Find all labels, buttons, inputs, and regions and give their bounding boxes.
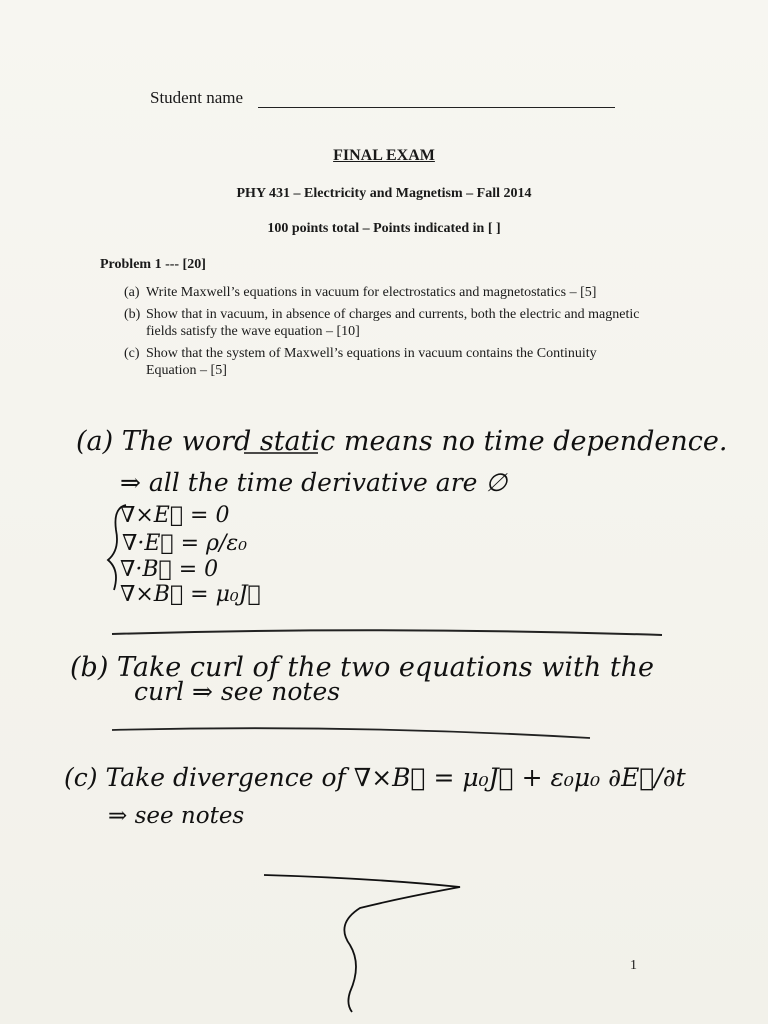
answer-a-eq1: ∇×E⃗ = 0 bbox=[120, 503, 230, 528]
answer-a-eq4: ∇×B⃗ = μ₀J⃗ bbox=[120, 582, 261, 607]
divider-line-2 bbox=[112, 728, 590, 738]
part-label: (b) bbox=[124, 307, 141, 322]
student-name-label: Student name bbox=[150, 88, 244, 107]
answer-c-line1: (c) Take divergence of ∇×B⃗ = μ₀J⃗ + ε₀μ₀ ∂E⃗/∂t bbox=[64, 763, 686, 792]
part-label: (a) bbox=[124, 285, 140, 300]
answer-c-line2: ⇒ see notes bbox=[108, 803, 245, 829]
part-text: Show that in vacuum, in absence of charges and currents, both the electric and magnetic fields satisfy the wave equation – [10] bbox=[146, 307, 640, 339]
end-scribble bbox=[264, 875, 460, 1012]
answer-b-line2: curl ⇒ see notes bbox=[134, 677, 341, 706]
answer-b-line1: (b) Take curl of the two equations with the bbox=[70, 652, 655, 683]
answer-a-line1: (a) The word static means no time dependence. bbox=[76, 426, 728, 457]
answer-a-line2: ⇒ all the time derivative are ∅ bbox=[120, 468, 508, 497]
points-note: 100 points total – Points indicated in [ ] bbox=[267, 221, 501, 236]
course-title: PHY 431 – Electricity and Magnetism – Fall 2014 bbox=[236, 186, 532, 201]
page-number: 1 bbox=[630, 958, 637, 973]
answer-a-eq3: ∇·B⃗ = 0 bbox=[120, 557, 219, 582]
problem-heading: Problem 1 --- [20] bbox=[100, 257, 206, 272]
part-text: Show that the system of Maxwell’s equations in vacuum contains the Continuity Equation – [5] bbox=[146, 346, 597, 378]
part-label: (c) bbox=[124, 346, 140, 361]
part-text: Write Maxwell’s equations in vacuum for electrostatics and magnetostatics – [5] bbox=[146, 285, 597, 300]
divider-line-1 bbox=[112, 630, 662, 635]
answer-a-eq2: ∇·E⃗ = ρ/ε₀ bbox=[122, 531, 248, 556]
exam-title: FINAL EXAM bbox=[333, 147, 435, 164]
